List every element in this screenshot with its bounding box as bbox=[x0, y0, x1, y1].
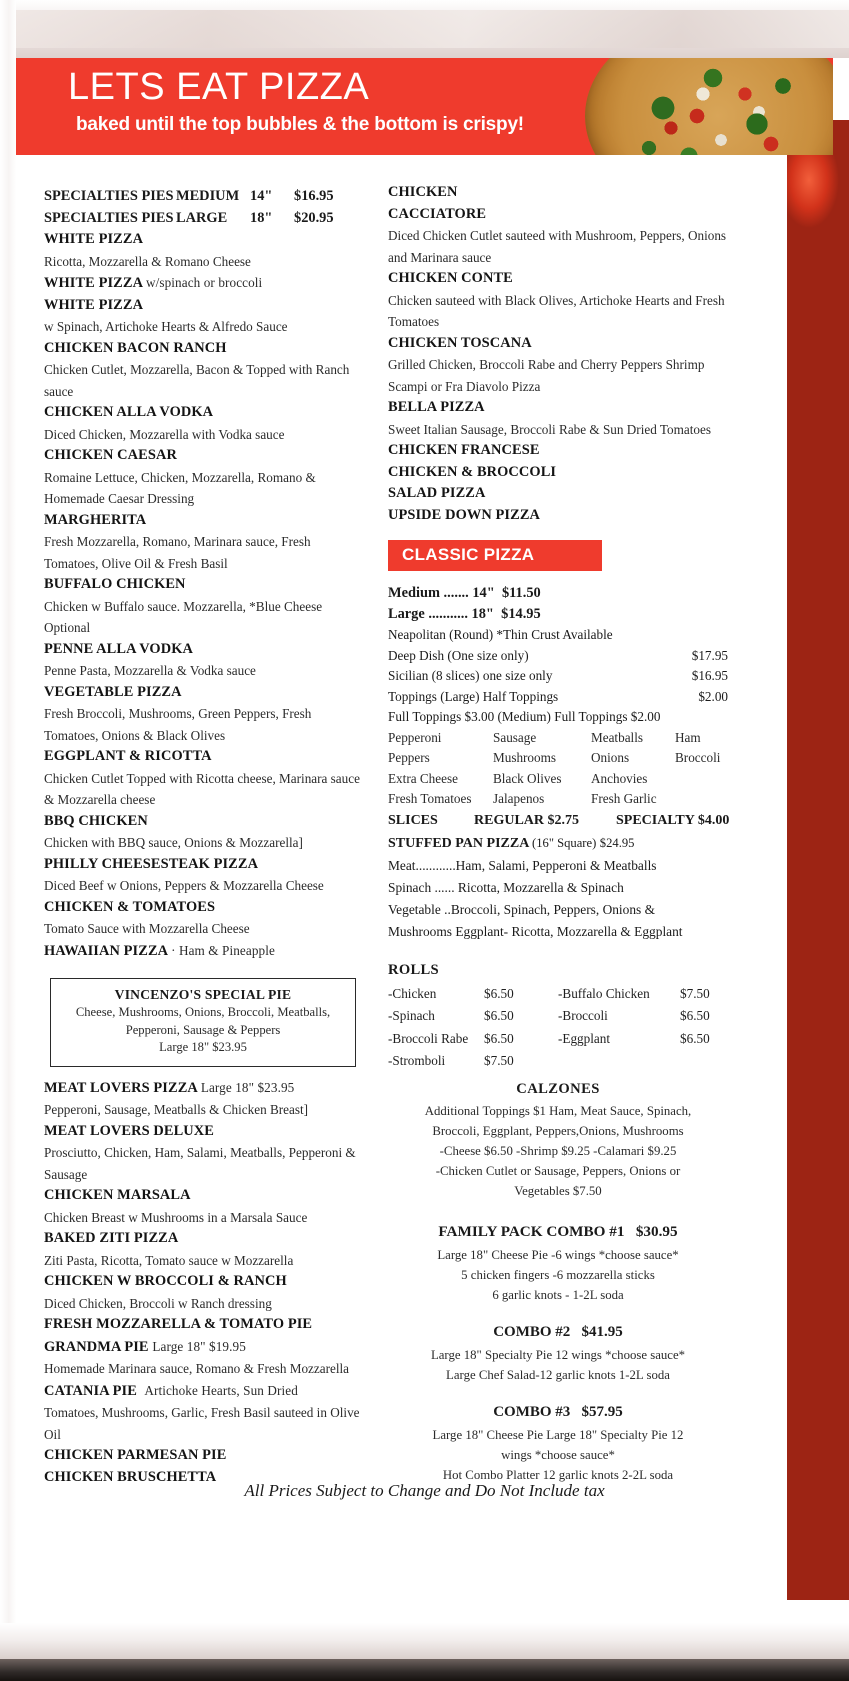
combo-title bbox=[388, 1399, 728, 1425]
priced-row-price: $2.00 bbox=[698, 688, 728, 704]
menu-item-name: CHICKEN BRUSCHETTA bbox=[44, 1468, 217, 1485]
left-items-group-1 bbox=[44, 229, 364, 962]
roll-name: -Eggplant bbox=[558, 1030, 611, 1046]
menu-item-name: HAWAIIAN PIZZA · Ham & Pineapple bbox=[44, 942, 275, 959]
roll-price: $6.50 bbox=[484, 1030, 514, 1046]
menu-item-inline: Large 18" $19.95 bbox=[152, 1338, 246, 1354]
menu-item-desc: Pepperoni, Sausage, Meatballs & Chicken Breast] bbox=[44, 1102, 309, 1117]
menu-item-desc: Chicken Cutlet Topped with Ricotta cheese, Marinara sauce & Mozzarella cheese bbox=[44, 770, 360, 807]
roll-name: -Chicken bbox=[388, 985, 437, 1001]
classic-size-label: Medium ....... 14" bbox=[388, 585, 495, 601]
topping-item: Fresh Tomatoes bbox=[388, 791, 472, 806]
tomato-photo-strip bbox=[787, 120, 849, 1600]
specialties-label: SPECIALTIES PIES bbox=[44, 188, 174, 204]
roll-price: $6.50 bbox=[484, 985, 514, 1001]
pan-option: Spinach ...... Ricotta, Mozzarella & Spinach bbox=[388, 879, 624, 895]
classic-pizza-tag: CLASSIC PIZZA bbox=[388, 540, 602, 571]
rolls-section-title: ROLLS bbox=[388, 961, 439, 978]
specialties-size: 18" bbox=[250, 209, 273, 226]
stuffed-pan-pizza-row bbox=[388, 832, 728, 855]
stuffed-pan-title: STUFFED PAN PIZZA bbox=[388, 835, 529, 851]
menu-item-name: PHILLY CHEESESTEAK PIZZA bbox=[44, 855, 259, 872]
toppings-grid bbox=[388, 728, 728, 810]
roll-name: -Stromboli bbox=[388, 1053, 446, 1068]
menu-item-name: CHICKEN TOSCANA bbox=[388, 334, 532, 351]
combo-title bbox=[388, 1319, 728, 1345]
priced-row-price: $17.95 bbox=[691, 647, 728, 663]
roll-name: -Buffalo Chicken bbox=[558, 985, 650, 1001]
specialties-price: $16.95 bbox=[294, 188, 334, 204]
banner-title: LETS EAT PIZZA bbox=[68, 66, 370, 108]
priced-row bbox=[388, 646, 728, 667]
menu-item-desc: Fresh Broccoli, Mushrooms, Green Peppers, Fresh Tomatoes, Onions & Black Olives bbox=[44, 706, 312, 743]
menu-item-name: CHICKEN & BROCCOLI bbox=[388, 463, 557, 480]
menu-item-name: MARGHERITA bbox=[44, 511, 147, 528]
menu-item-name: WHITE PIZZA bbox=[44, 296, 144, 313]
rolls-grid bbox=[388, 983, 728, 1073]
header-banner bbox=[16, 58, 833, 155]
paper-left-edge bbox=[0, 0, 16, 1681]
menu-item-name: CHICKEN BACON RANCH bbox=[44, 339, 227, 356]
combo-line: Large 18" Cheese Pie Large 18" Specialty Pie 12 bbox=[432, 1427, 684, 1442]
combo-line: Large 18" Cheese Pie -6 wings *choose sauce* bbox=[437, 1247, 679, 1262]
priced-row-label: Deep Dish (One size only) bbox=[388, 647, 529, 663]
left-column bbox=[44, 186, 364, 1488]
combo-line: Large Chef Salad-12 garlic knots 1-2L soda bbox=[446, 1367, 670, 1382]
menu-item-name: CHICKEN PARMESAN PIE bbox=[44, 1447, 227, 1463]
topping-item: Broccoli bbox=[675, 750, 721, 765]
specialties-size-name: LARGE bbox=[176, 209, 228, 226]
topping-item: Black Olives bbox=[493, 770, 562, 786]
special-box-line: Cheese, Mushrooms, Onions, Broccoli, Meatballs, bbox=[75, 1005, 331, 1019]
roll-name: -Broccoli bbox=[558, 1008, 608, 1023]
special-box-line: Pepperoni, Sausage & Peppers bbox=[125, 1022, 281, 1037]
specialties-row bbox=[44, 208, 364, 230]
menu-item-desc: Diced Beef w Onions, Peppers & Mozzarella Cheese bbox=[44, 878, 324, 893]
menu-item-desc: Chicken w Buffalo sauce. Mozzarella, *Blue Cheese Optional bbox=[44, 598, 323, 635]
pan-option: Mushrooms Eggplant- Ricotta, Mozzarella & Eggplant bbox=[388, 923, 683, 939]
paper-bottom-edge bbox=[0, 1623, 849, 1681]
menu-item-name: CHICKEN CONTE bbox=[388, 270, 513, 286]
menu-item-name: CHICKEN ALLA VODKA bbox=[44, 404, 214, 420]
roll-price bbox=[680, 1050, 728, 1073]
menu-item-name: CHICKEN MARSALA bbox=[44, 1187, 191, 1203]
menu-item-name: CHICKEN & TOMATOES bbox=[44, 898, 216, 915]
menu-item-name: MEAT LOVERS DELUXE bbox=[44, 1122, 214, 1139]
calzones-title: CALZONES bbox=[516, 1080, 600, 1097]
menu-item-desc: Ziti Pasta, Ricotta, Tomato sauce w Mozzarella bbox=[44, 1252, 294, 1268]
specialties-row bbox=[44, 186, 364, 208]
combos-section bbox=[388, 1219, 728, 1485]
classic-size-label: Large ........... 18" bbox=[388, 606, 494, 622]
menu-item-name: UPSIDE DOWN PIZZA bbox=[388, 506, 541, 523]
specialties-header-rows bbox=[44, 186, 364, 229]
specialties-label: SPECIALTIES PIES bbox=[44, 209, 174, 226]
menu-item-desc: Diced Chicken, Broccoli w Ranch dressing bbox=[44, 1295, 272, 1311]
menu-item-desc: Fresh Mozzarella, Romano, Marinara sauce, Fresh Tomatoes, Olive Oil & Fresh Basil bbox=[44, 534, 311, 571]
calzones-line: -Cheese $6.50 -Shrimp $9.25 -Calamari $9.25 bbox=[439, 1143, 677, 1158]
menu-item-name: CATANIA PIE Artichoke Hearts, Sun Dried bbox=[44, 1382, 298, 1399]
topping-item bbox=[675, 769, 755, 790]
combo-title-text: FAMILY PACK COMBO #1 bbox=[438, 1222, 625, 1240]
menu-item-name: WHITE PIZZA w/spinach or broccoli bbox=[44, 275, 263, 291]
topping-item: Ham bbox=[675, 729, 701, 745]
menu-item-name: PENNE ALLA VODKA bbox=[44, 640, 193, 657]
special-box-title: VINCENZO'S SPECIAL PIE bbox=[114, 987, 292, 1002]
pan-option: Vegetable ..Broccoli, Spinach, Peppers, Onions & bbox=[388, 901, 656, 917]
topping-item: Peppers bbox=[388, 750, 430, 765]
specialties-price: $20.95 bbox=[294, 209, 334, 226]
slices-specialty: SPECIALTY $4.00 bbox=[616, 812, 730, 828]
topping-item: Meatballs bbox=[591, 729, 644, 745]
menu-item-name: MEAT LOVERS PIZZA Large 18" $23.95 bbox=[44, 1079, 295, 1096]
calzones-section bbox=[388, 1077, 728, 1201]
menu-item-name: CHICKEN CAESAR bbox=[44, 447, 177, 463]
classic-size-price: $14.95 bbox=[501, 606, 541, 622]
menu-item-desc: Chicken with BBQ sauce, Onions & Mozzarella] bbox=[44, 835, 303, 850]
roll-price: $7.50 bbox=[680, 985, 710, 1001]
topping-item: Extra Cheese bbox=[388, 770, 458, 786]
menu-item-desc: Grilled Chicken, Broccoli Rabe and Cherry Peppers Shrimp Scampi or Fra Diavolo Pizza bbox=[388, 357, 705, 394]
combo-line: 6 garlic knots - 1-2L soda bbox=[492, 1287, 624, 1302]
slices-label: SLICES bbox=[388, 812, 438, 828]
left-items-group-2 bbox=[44, 1077, 364, 1489]
menu-item-name: CHICKEN FRANCESE bbox=[388, 442, 540, 458]
menu-item-desc: w Spinach, Artichoke Hearts & Alfredo Sauce bbox=[44, 319, 288, 334]
menu-item-name: BUFFALO CHICKEN bbox=[44, 576, 186, 592]
menu-item-desc: Romaine Lettuce, Chicken, Mozzarella, Romano & Homemade Caesar Dressing bbox=[44, 469, 316, 506]
topping-item: Jalapenos bbox=[493, 791, 545, 806]
combo-line: 5 chicken fingers -6 mozzarella sticks bbox=[461, 1267, 655, 1282]
roll-price: $6.50 bbox=[680, 1030, 710, 1046]
calzones-line: Vegetables $7.50 bbox=[514, 1183, 602, 1198]
menu-item-desc: Ricotta, Mozzarella & Romano Cheese bbox=[44, 253, 251, 269]
right-items-group bbox=[388, 182, 728, 526]
calzones-line: Broccoli, Eggplant, Peppers,Onions, Mushrooms bbox=[432, 1123, 684, 1138]
pizza-photo bbox=[585, 58, 833, 155]
classic-size-price: $11.50 bbox=[501, 585, 541, 601]
combo-line: Large 18" Specialty Pie 12 wings *choose sauce* bbox=[430, 1347, 686, 1362]
menu-item-name: CHICKEN bbox=[388, 184, 458, 200]
roll-name: -Spinach bbox=[388, 1008, 435, 1023]
menu-item-inline: Artichoke Hearts, Sun Dried bbox=[144, 1382, 298, 1398]
menu-item-desc: Chicken Breast w Mushrooms in a Marsala Sauce bbox=[44, 1209, 308, 1225]
menu-item-desc: Prosciutto, Chicken, Ham, Salami, Meatballs, Pepperoni & Sausage bbox=[44, 1145, 356, 1182]
roll-price: $6.50 bbox=[680, 1008, 710, 1023]
priced-row bbox=[388, 666, 728, 687]
classic-size-row bbox=[388, 583, 728, 604]
combo-title-text: COMBO #2 bbox=[493, 1323, 571, 1340]
topping-item: Fresh Garlic bbox=[591, 791, 657, 806]
calzones-line: -Chicken Cutlet or Sausage, Peppers, Onions or bbox=[435, 1163, 681, 1178]
menu-item-desc: Homemade Marinara sauce, Romano & Fresh Mozzarella bbox=[44, 1361, 350, 1376]
menu-item-desc: Penne Pasta, Mozzarella & Vodka sauce bbox=[44, 663, 256, 678]
menu-item-desc: Diced Chicken Cutlet sauteed with Mushroom, Peppers, Onions and Marinara sauce bbox=[388, 228, 727, 265]
slices-row bbox=[388, 810, 728, 832]
combo-title bbox=[388, 1219, 728, 1245]
menu-item-desc: Chicken sauteed with Black Olives, Artichoke Hearts and Fresh Tomatoes bbox=[388, 292, 725, 329]
menu-item-inline: Large 18" $23.95 bbox=[200, 1079, 295, 1095]
combo-title-text: COMBO #3 bbox=[493, 1403, 571, 1420]
topping-item: Sausage bbox=[493, 729, 537, 745]
menu-item-name: GRANDMA PIE Large 18" $19.95 bbox=[44, 1338, 246, 1355]
pan-option: Meat............Ham, Salami, Pepperoni & Meatballs bbox=[388, 857, 657, 873]
menu-item-desc: Diced Chicken, Mozzarella with Vodka sauce bbox=[44, 426, 285, 442]
combo-line: Hot Combo Platter 12 garlic knots 2-2L soda bbox=[442, 1467, 674, 1482]
menu-item-name: BELLA PIZZA bbox=[388, 399, 485, 415]
roll-name: -Broccoli Rabe bbox=[388, 1030, 469, 1046]
menu-item-desc: Sweet Italian Sausage, Broccoli Rabe & Sun Dried Tomatoes bbox=[388, 421, 711, 437]
stuffed-pan-price: $24.95 bbox=[599, 835, 635, 850]
combo-line: wings *choose sauce* bbox=[501, 1447, 615, 1462]
menu-item-inline: w/spinach or broccoli bbox=[145, 275, 263, 290]
menu-item-name: CHICKEN W BROCCOLI & RANCH bbox=[44, 1273, 287, 1289]
calzones-line: Additional Toppings $1 Ham, Meat Sauce, Spinach, bbox=[424, 1103, 692, 1118]
menu-item-name: SALAD PIZZA bbox=[388, 485, 486, 501]
full-toppings-line: Full Toppings $3.00 (Medium) Full Toppings $2.00 bbox=[388, 709, 661, 724]
menu-item-inline: · Ham & Pineapple bbox=[171, 942, 275, 958]
menu-item-name: BAKED ZITI PIZZA bbox=[44, 1230, 179, 1246]
roll-price: $6.50 bbox=[484, 1008, 514, 1023]
menu-item-name: EGGPLANT & RICOTTA bbox=[44, 748, 212, 764]
specialties-size: 14" bbox=[250, 188, 273, 204]
priced-row-label: Toppings (Large) Half Toppings bbox=[388, 688, 559, 704]
right-column bbox=[388, 182, 728, 1485]
topping-item: Anchovies bbox=[591, 770, 648, 786]
combo-price: $41.95 bbox=[581, 1323, 623, 1340]
topping-item: Mushrooms bbox=[493, 750, 557, 765]
menu-item-name: CACCIATORE bbox=[388, 205, 487, 222]
stuffed-pan-size: (16" Square) bbox=[532, 835, 597, 850]
footer-note: All Prices Subject to Change and Do Not Include tax bbox=[244, 1481, 605, 1500]
menu-item-name: VEGETABLE PIZZA bbox=[44, 683, 182, 700]
priced-row-price: $16.95 bbox=[691, 668, 728, 683]
menu-item-name: BBQ CHICKEN bbox=[44, 812, 148, 829]
specialties-size-name: MEDIUM bbox=[176, 188, 240, 204]
crust-note: Neapolitan (Round) *Thin Crust Available bbox=[388, 627, 613, 642]
classic-size-row bbox=[388, 604, 728, 625]
topping-item: Onions bbox=[591, 750, 630, 765]
special-box-line: Large 18" $23.95 bbox=[159, 1040, 247, 1054]
menu-item-desc: Chicken Cutlet, Mozzarella, Bacon & Topped with Ranch sauce bbox=[44, 362, 350, 399]
priced-row-label: Sicilian (8 slices) one size only bbox=[388, 668, 553, 683]
menu-item-desc: Tomato Sauce with Mozzarella Cheese bbox=[44, 921, 250, 936]
roll-name bbox=[558, 1050, 680, 1073]
menu-item-name: WHITE PIZZA bbox=[44, 231, 144, 247]
combo-price: $57.95 bbox=[581, 1403, 623, 1420]
combo-price: $30.95 bbox=[635, 1222, 678, 1240]
vincenzos-special-pie-box bbox=[50, 978, 356, 1067]
menu-item-desc: Tomatoes, Mushrooms, Garlic, Fresh Basil sauteed in Olive Oil bbox=[44, 1405, 360, 1442]
banner-subtitle: baked until the top bubbles & the bottom is crispy! bbox=[76, 114, 524, 135]
paper-top-edge bbox=[0, 0, 849, 58]
slices-regular: REGULAR $2.75 bbox=[474, 812, 580, 828]
priced-row bbox=[388, 687, 728, 708]
roll-price: $7.50 bbox=[484, 1053, 514, 1068]
topping-item: Pepperoni bbox=[388, 729, 442, 745]
menu-item-name: FRESH MOZZARELLA & TOMATO PIE bbox=[44, 1316, 313, 1332]
topping-item bbox=[675, 789, 755, 810]
